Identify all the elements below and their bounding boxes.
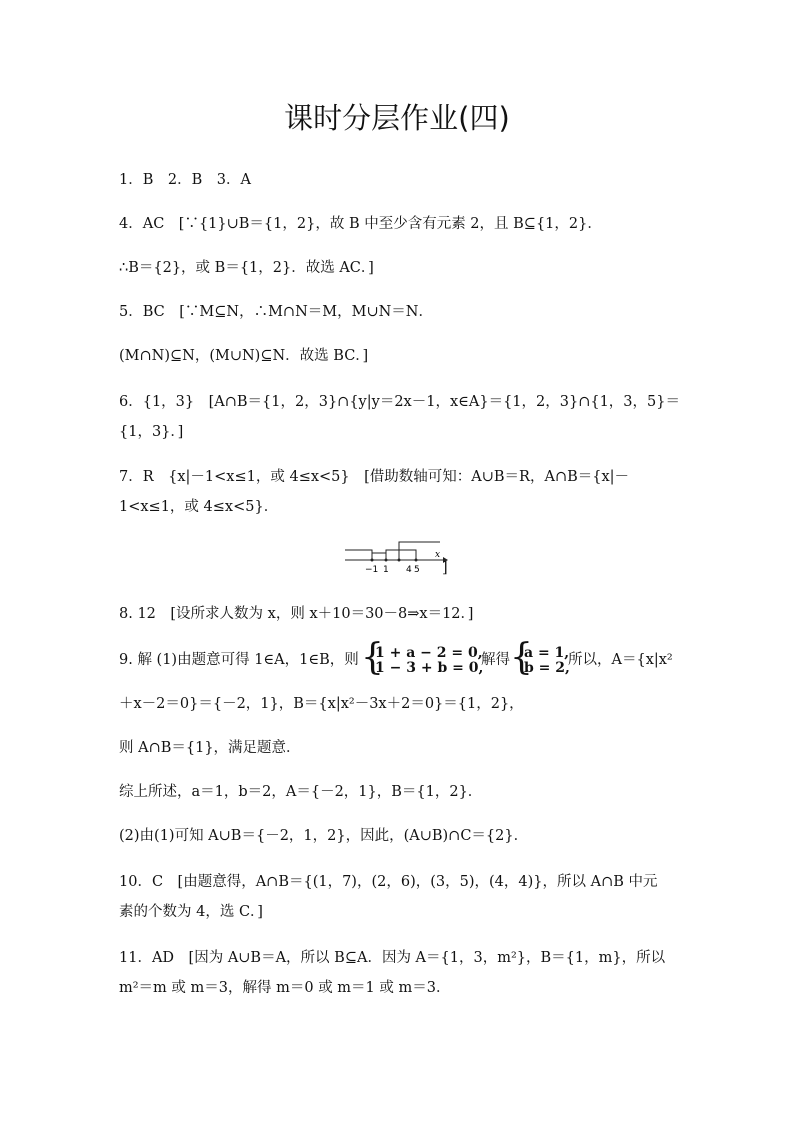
- equation-2: 1 − 3 + b = 0,: [375, 660, 484, 676]
- answer-6-line2: {1，3}．]: [119, 424, 184, 440]
- answer-9-line1-pre: 9. 解 (1)由题意可得 1∈A，1∈B，则: [119, 652, 359, 668]
- number-line-figure: [340, 538, 455, 578]
- set-b-bracket: [372, 553, 386, 560]
- answer-9-line5: (2)由(1)可知 A∪B＝{－2，1，2}，因此，(A∪B)∩C＝{2}．: [119, 828, 529, 844]
- tick-mark: [371, 559, 374, 562]
- answer-5-line2: (M∩N)⊆N，(M∪N)⊆N．故选 BC．]: [119, 348, 369, 364]
- tick-label-1: 1: [383, 565, 389, 575]
- answer-6-line1: 6．{1，3} [A∩B＝{1，2，3}∩{y|y＝2x－1，x∈A}＝{1，2，3}∩{1，3，5}＝: [119, 394, 680, 410]
- tick-label-neg1: −1: [365, 565, 379, 575]
- equation-1: 1 + a − 2 = 0,: [375, 645, 483, 661]
- solution-a: a = 1,: [524, 645, 570, 661]
- answer-7-line2: 1<x≤1，或 4≤x<5}．: [119, 499, 279, 515]
- answer-4-line1: 4．AC [∵{1}∪B＝{1，2}，故 B 中至少含有元素 2，且 B⊆{1，2}．: [119, 216, 602, 232]
- set-b-bracket-2: [399, 542, 440, 560]
- answer-11-line1: 11．AD [因为 A∪B＝A，所以 B⊆A．因为 A＝{1，3，m²}，B＝{1，m}，所以: [119, 950, 666, 966]
- tick-label-4: 4: [406, 565, 412, 575]
- answer-9-line2: ＋x－2＝0}＝{－2，1}，B＝{x|x²－3x＋2＝0}＝{1，2}，: [119, 696, 524, 712]
- answer-5-line1: 5．BC [∵M⊆N，∴M∩N＝M，M∪N＝N．: [119, 304, 433, 320]
- axis-label-x: x: [435, 550, 441, 560]
- equation-system-2: [524, 646, 570, 676]
- left-brace-2: {: [510, 637, 533, 678]
- answer-9-line3: 则 A∩B＝{1}，满足题意．: [119, 740, 301, 756]
- answer-8: 8. 12 [设所求人数为 x，则 x＋10＝30－8⇒x＝12．]: [119, 606, 474, 622]
- answer-9-line1-post: 所以，A＝{x|x²: [568, 652, 673, 668]
- answer-11-line2: m²＝m 或 m＝3，解得 m＝0 或 m＝1 或 m＝3．: [119, 980, 451, 996]
- tick-mark: [415, 559, 418, 562]
- number-line-svg: [340, 538, 455, 578]
- equation-system-1: [375, 646, 483, 676]
- solution-b: b = 2,: [524, 660, 570, 676]
- page-title: 课时分层作业(四): [284, 101, 510, 135]
- answer-7-line1: 7．R {x|－1<x≤1，或 4≤x<5} [借助数轴可知：A∪B＝R，A∩B＝{x|－: [119, 469, 630, 485]
- tick-mark: [398, 559, 401, 562]
- answer-4-line2: ∴B＝{2}，或 B＝{1，2}．故选 AC．]: [119, 260, 374, 276]
- answer-10-line1: 10．C [由题意得，A∩B＝{(1，7)，(2，6)，(3，5)，(4，4)}，所以 A∩B 中元: [119, 874, 658, 890]
- tick-mark: [385, 559, 388, 562]
- answer-9-solve-label: 解得: [481, 652, 510, 668]
- left-brace-1: {: [361, 637, 384, 678]
- set-a-bracket: [345, 550, 372, 560]
- answer-1-3: 1．B 2．B 3．A: [119, 172, 251, 188]
- answer-9-line4: 综上所述，a＝1，b＝2，A＝{－2，1}，B＝{1，2}．: [119, 784, 483, 800]
- answer-7-bracket-close: ]: [442, 560, 448, 576]
- set-a-bracket-2: [386, 550, 416, 560]
- tick-label-5: 5: [414, 565, 420, 575]
- answer-10-line2: 素的个数为 4，选 C．]: [119, 904, 263, 920]
